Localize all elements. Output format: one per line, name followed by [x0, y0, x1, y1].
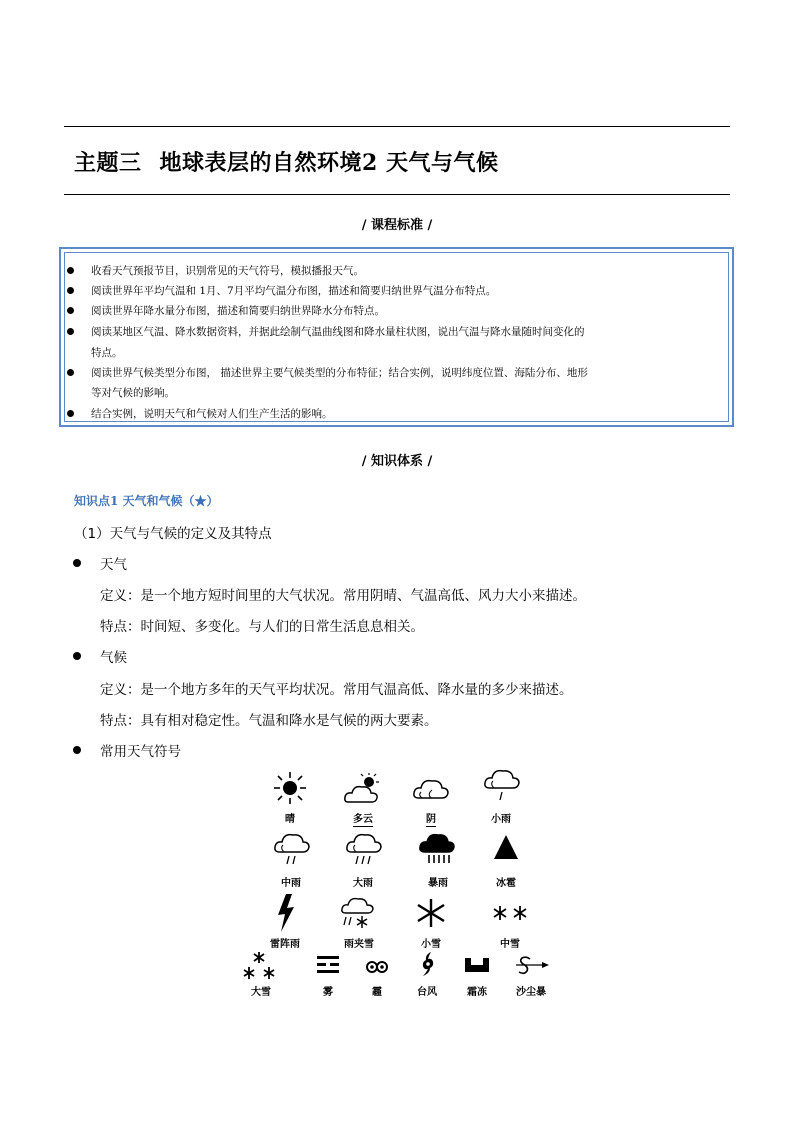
curriculum-item: 阅读世界气候类型分布图， 描述世界主要气候类型的分布特征；结合实例，说明纬度位置、海陆分布、地形 [91, 363, 711, 383]
weather-label: 天气 [100, 557, 127, 573]
symbol-label-fog: 雾 [323, 987, 333, 998]
subsection-title: （1）天气与气候的定义及其特点 [74, 526, 272, 542]
weather-definition: 定义：是一个地方短时间里的大气状况。常用阴晴、气温高低、风力大小来描述。 [100, 588, 586, 604]
curriculum-heading: / 课程标准 / [361, 218, 433, 233]
symbol-label-thunder-shower: 雷阵雨 [270, 939, 300, 950]
heavy-rain-icon [346, 828, 382, 872]
sunny-icon [272, 770, 308, 806]
symbol-label-light-rain: 小雨 [491, 814, 511, 825]
symbol-label-frost: 霜冻 [467, 987, 487, 998]
symbol-label-hail: 冰雹 [496, 878, 516, 889]
weather-feature: 特点：时间短、多变化。与人们的日常生活息息相关。 [100, 619, 424, 635]
symbol-label-cloudy: 多云 [353, 814, 373, 825]
symbol-label-sleet: 雨夹雪 [344, 939, 374, 950]
symbols-label: 常用天气符号 [100, 744, 181, 760]
fog-icon [316, 955, 340, 975]
symbol-label-typhoon: 台风 [417, 987, 437, 998]
symbol-label-sandstorm: 沙尘暴 [516, 987, 546, 998]
climate-label: 气候 [100, 650, 127, 666]
symbol-label-heavy-snow: 大雪 [251, 987, 271, 998]
curriculum-item: 收看天气预报节目，识别常见的天气符号，模拟播报天气。 [91, 261, 711, 281]
page-title: 主题三 地球表层的自然环境2 天气与气候 [74, 150, 499, 176]
bullet-icon [73, 559, 81, 567]
frost-icon [464, 957, 490, 973]
overcast-icon [413, 774, 449, 802]
rainstorm-icon [419, 828, 457, 872]
title-rule [64, 194, 730, 195]
bullet-icon [73, 746, 81, 754]
curriculum-item-cont: 特点。 [91, 347, 123, 359]
typhoon-icon [419, 951, 437, 977]
climate-definition: 定义：是一个地方多年的天气平均状况。常用气温高低、降水量的多少来描述。 [100, 682, 573, 698]
light-snow-icon [416, 898, 446, 928]
curriculum-item: 阅读世界年降水量分布图，描述和简要归纳世界降水分布特点。 [91, 301, 711, 321]
sleet-icon [340, 893, 376, 933]
haze-icon [364, 960, 390, 974]
symbol-label-heavy-rain: 大雨 [353, 878, 373, 889]
symbol-label-rainstorm: 暴雨 [428, 878, 448, 889]
heavy-snow-icon [242, 951, 276, 981]
symbol-label-overcast: 阴 [426, 814, 436, 825]
partly-cloudy-icon [343, 772, 383, 806]
climate-feature: 特点：具有相对稳定性。气温和降水是气候的两大要素。 [100, 713, 438, 729]
bullet-icon [73, 652, 81, 660]
light-rain-icon [484, 764, 520, 808]
curriculum-item: 结合实例，说明天气和气候对人们生产生活的影响。 [91, 404, 711, 424]
curriculum-box [59, 247, 734, 427]
moderate-rain-icon [274, 828, 310, 872]
curriculum-item: 阅读世界年平均气温和 1月、7月平均气温分布图，描述和简要归纳世界气温分布特点。 [91, 281, 711, 301]
thunder-shower-icon [274, 893, 298, 933]
knowledge-heading: / 知识体系 / [361, 454, 433, 469]
symbol-label-sunny: 晴 [285, 814, 295, 825]
symbol-label-haze: 霾 [372, 987, 382, 998]
top-rule [64, 126, 730, 127]
sandstorm-icon [514, 955, 550, 977]
symbol-label-moderate-snow: 中雪 [500, 939, 520, 950]
curriculum-item: 阅读某地区气温、降水数据资料，并据此绘制气温曲线图和降水量柱状图，说出气温与降水量随时间变化的 [91, 322, 711, 342]
knowledge-point-title: 知识点1 天气和气候（★） [74, 494, 219, 508]
symbol-label-moderate-rain: 中雨 [281, 878, 301, 889]
moderate-snow-icon [492, 903, 528, 923]
hail-icon [492, 833, 520, 861]
curriculum-item-cont: 等对气候的影响。 [91, 387, 175, 399]
symbol-label-light-snow: 小雪 [421, 939, 441, 950]
